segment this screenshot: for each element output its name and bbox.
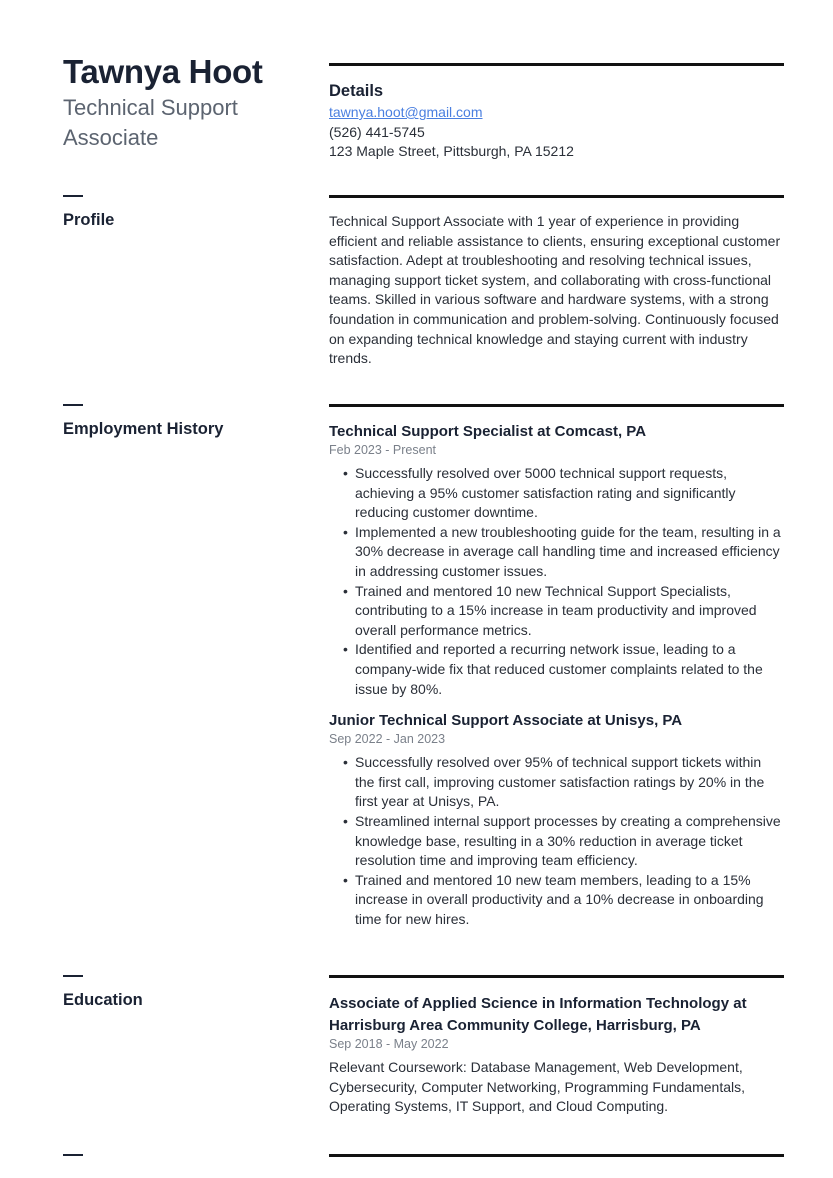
section-divider xyxy=(329,404,784,407)
job-bullet: • Successfully resolved over 95% of technical support tickets within the first call, improving customer satisfaction ratings by 20% in the first year at Unisys, PA. xyxy=(343,753,784,812)
job-title: Junior Technical Support Associate at Unisys, PA xyxy=(329,712,683,730)
job-dates: Feb 2023 - Present xyxy=(329,443,437,457)
job-entry xyxy=(329,710,784,929)
candidate-title: Technical Support Associate xyxy=(63,95,238,150)
job-bullet: • Streamlined internal support processes by creating a comprehensive knowledge base, resulting in a 30% reduction in average ticket resolution time and improving team efficiency. xyxy=(343,812,784,871)
section-dash xyxy=(63,975,83,977)
section-divider xyxy=(329,63,784,66)
job-bullet: • Identified and reported a recurring network issue, leading to a company-wide fix that reduced customer complaints related to the issue by 80%. xyxy=(343,640,784,699)
section-divider xyxy=(329,975,784,978)
education-label: Education xyxy=(63,991,143,1009)
job-bullet: • Successfully resolved over 5000 technical support requests, achieving a 95% customer satisfaction rating and significantly reducing customer downtime. xyxy=(343,464,784,523)
job-dates: Sep 2022 - Jan 2023 xyxy=(329,732,446,747)
section-dash xyxy=(63,195,83,197)
job-bullet: • Trained and mentored 10 new Technical Support Specialists, contributing to a 15% increase in team productivity and improved overall performance metrics. xyxy=(343,582,784,641)
job-title: Technical Support Specialist at Comcast, PA xyxy=(329,423,647,440)
candidate-name: Tawnya Hoot xyxy=(63,53,263,90)
job-bullet: • Implemented a new troubleshooting guide for the team, resulting in a 30% decrease in average call handling time and increased efficiency in addressing customer issues. xyxy=(343,523,784,582)
job-bullet: • Trained and mentored 10 new team members, leading to a 15% increase in overall productivity and a 10% decrease in onboarding time for new hires. xyxy=(343,871,784,930)
education-dates: Sep 2018 - May 2022 xyxy=(329,1037,449,1051)
section-divider xyxy=(329,1154,784,1157)
job-entry xyxy=(329,421,784,699)
degree-title: Associate of Applied Science in Information Technology at Harrisburg Area Community College, Harrisburg, PA xyxy=(329,995,747,1034)
employment-label: Employment History xyxy=(63,420,224,438)
email-link[interactable]: tawnya.hoot@gmail.com xyxy=(329,104,483,120)
section-dash xyxy=(63,1154,83,1156)
phone: (526) 441-5745 xyxy=(329,123,425,140)
education-text: Relevant Coursework: Database Management, Web Development, Cybersecurity, Computer Networking, Programming Fundamentals, Operating Systems, IT Support, and Cloud Computing. xyxy=(329,1059,746,1115)
profile-label: Profile xyxy=(63,211,115,229)
section-dash xyxy=(63,404,83,406)
details-heading: Details xyxy=(329,82,384,100)
profile-text: Technical Support Associate with 1 year of experience in providing efficient and reliable assistance to clients, ensuring exceptional customer satisfaction. Adept at troubleshooting and resolving technical issues, managing support ticket system, and collaborating with cross-functional teams. Skilled in various software and hardware systems, with a strong foundation in communication and problem-solving. Continuously focused on expanding technical knowledge and staying current with industry trends. xyxy=(329,213,781,367)
address: 123 Maple Street, Pittsburgh, PA 15212 xyxy=(329,143,574,160)
section-divider xyxy=(329,195,784,198)
